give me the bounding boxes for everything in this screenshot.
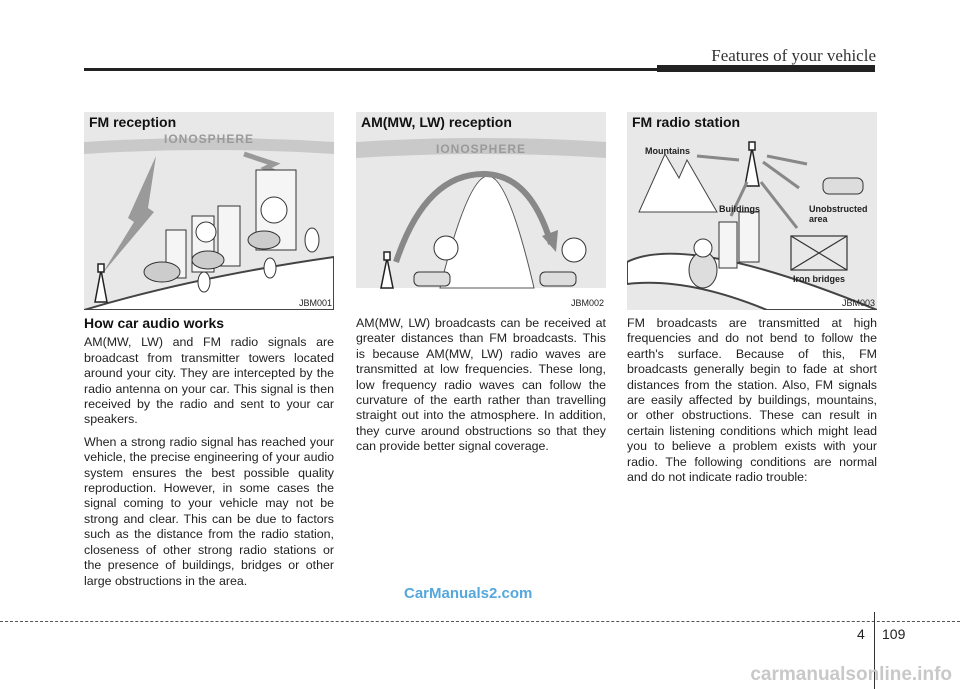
unobstructed-label: Unobstructed (809, 204, 868, 214)
buildings-icon (166, 170, 296, 278)
mountain-icon (440, 176, 534, 288)
mountains-label: Mountains (645, 146, 690, 156)
bottom-watermark: carmanualsonline.info (750, 664, 952, 685)
chapter-number: 4 (857, 626, 865, 642)
ground (356, 288, 606, 310)
ionosphere-label: IONOSPHERE (436, 142, 527, 156)
middle-column (356, 316, 606, 462)
paragraph: FM broadcasts are transmitted at high frequencies and do not bend to follow the earth's surface. Because of this, FM broadcasts generally begin to fade at short distances from the station. Also, FM signals are easily affected by buildings, mountains, or other obstructions. These can result in certain listening conditions which might lead you to believe a problem exists with your radio. The following conditions are normal and do not indicate radio trouble: (627, 316, 877, 485)
header-rule-accent (657, 65, 875, 72)
figure-fm-reception (84, 112, 334, 310)
header-rule (84, 68, 657, 71)
buildings-icon (719, 212, 759, 268)
figure-code: JBM002 (570, 298, 604, 308)
iron-bridges-label: Iron bridges (793, 274, 846, 284)
iron-bridge-icon (791, 236, 847, 270)
ionosphere-label: IONOSPHERE (164, 132, 255, 146)
figure-title: FM reception (89, 114, 177, 130)
figure-title: FM radio station (632, 114, 741, 130)
figure-code: JBM003 (841, 298, 875, 308)
section-heading: How car audio works (84, 315, 225, 331)
paragraph: When a strong radio signal has reached your vehicle, the precise engineering of your audio system ensures the best possible quality reproduction. However, in some cases the signal coming to your vehicle may not be strong and clear. This can be due to factors such as the distance from the radio station, closeness of other strong radio stations or the presence of buildings, bridges or other large obstructions in the area. (84, 434, 334, 588)
question-bubble-icon (694, 239, 712, 257)
area-label: area (809, 214, 828, 224)
paragraph: AM(MW, LW) broadcasts can be received at greater distances than FM broadcasts. This is because AM(MW, LW) radio waves are transmitted at low frequencies. These long, low frequency radio waves can follow the curvature of the earth rather than travelling straight out into the atmosphere. In addition, they curve around obstructions so that they can provide better signal coverage. (356, 316, 606, 454)
transmitter-tower-icon (381, 252, 393, 288)
site-watermark-link[interactable]: CarManuals2.com (404, 585, 533, 602)
car-icon (689, 178, 863, 288)
right-column (627, 316, 877, 492)
paragraph: AM(MW, LW) and FM radio signals are broadcast from transmitter towers located around your city. They are intercepted by the radio antenna on your car. This signal is then received by the radio and sent to your car speakers. (84, 335, 334, 427)
page-number: 109 (882, 626, 906, 642)
transmitter-tower-icon (745, 142, 759, 186)
mountain-icon (639, 154, 717, 212)
footer-rule (0, 621, 960, 622)
figure-fm-radio-station (627, 112, 877, 310)
signal-bolt (102, 156, 156, 274)
left-column (84, 316, 334, 596)
figure-title: AM(MW, LW) reception (361, 114, 512, 130)
figure-code: JBM001 (298, 298, 332, 308)
section-title: Features of your vehicle (711, 46, 876, 65)
buildings-label: Buildings (719, 204, 760, 214)
figure-am-reception (356, 112, 606, 310)
